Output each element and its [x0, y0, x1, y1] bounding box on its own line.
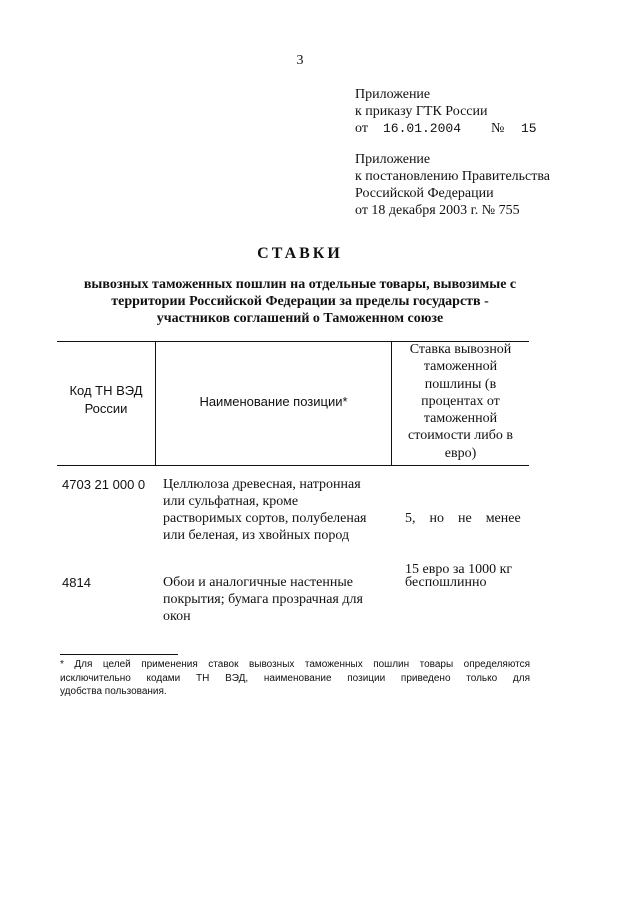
header-name [156, 393, 391, 411]
date-prefix: от [355, 121, 368, 136]
annex-order-title: Приложение [355, 87, 431, 102]
footnote-line: удобства пользования. [60, 686, 167, 697]
number-sign: № [491, 121, 505, 136]
row-name [163, 574, 393, 625]
row-name-line: окон [163, 609, 191, 624]
row-name-line: покрытия; бумага прозрачная для [163, 592, 363, 607]
annex-decree-line: Российской Федерации [355, 186, 494, 201]
row-name-line: или беленая, из хвойных пород [163, 528, 350, 543]
row-name-line: Обои и аналогичные настенные [163, 575, 353, 590]
page-number: 3 [296, 53, 304, 68]
header-rate [392, 341, 529, 462]
annex-decree-line: от 18 декабря 2003 г. № 755 [355, 203, 520, 218]
header-code [57, 382, 155, 418]
header-rate-line: Ставка вывозной [409, 342, 512, 357]
row-code: 4703 21 000 0 [62, 477, 146, 492]
row-rate-line: 15 евро за 1000 кг [405, 562, 513, 577]
row-rate-line: беспошлинно [405, 575, 487, 590]
document-title: СТАВКИ [257, 245, 343, 262]
row-name-line: растворимых сортов, полубеленая [163, 511, 367, 526]
footnote-line: * Для целей применения ставок вывозных таможенных пошлин товары определяются [60, 659, 530, 670]
annex-decree-block [355, 151, 550, 219]
row-rate-line: 5, но не менее [405, 511, 521, 526]
header-rate-line: таможенной [423, 359, 498, 375]
header-code-line: России [84, 401, 128, 416]
row-name-line: или сульфатная, кроме [163, 494, 299, 509]
row-code: 4814 [62, 575, 91, 590]
header-rate-line: таможенной [423, 411, 498, 427]
footnote-line: исключительно кодами ТН ВЭД, наименование позиции приведено только для [60, 672, 530, 684]
header-code-line: Код ТН ВЭД [69, 383, 143, 398]
header-rate-line: процентах от [421, 393, 500, 409]
rates-table-header [57, 341, 529, 466]
header-name-line: Наименование позиции* [199, 394, 348, 409]
footnote [60, 658, 530, 699]
subtitle-line: территории Российской Федерации за пределы государств - [111, 294, 489, 309]
subtitle-line: участников соглашений о Таможенном союзе [156, 311, 444, 326]
annex-decree-line: к постановлению Правительства [355, 169, 551, 184]
annex-order-reference: к приказу ГТК России [355, 104, 488, 119]
header-rate-line: пошлины (в [424, 376, 497, 392]
order-date: 16.01.2004 [383, 121, 462, 136]
row-name-line: Целлюлоза древесная, натронная [163, 477, 361, 492]
annex-decree-line: Приложение [355, 152, 431, 167]
header-rate-line: евро) [444, 445, 477, 461]
subtitle-line: вывозных таможенных пошлин на отдельные товары, вывозимые с [83, 277, 517, 292]
row-name [163, 476, 393, 544]
header-rate-line: стоимости либо в [408, 428, 513, 444]
annex-order-date-row [355, 120, 537, 137]
document-subtitle [60, 276, 540, 327]
order-number: 15 [521, 121, 537, 136]
row-rate [405, 574, 530, 591]
footnote-divider [60, 654, 178, 655]
annex-order-block [355, 86, 537, 137]
